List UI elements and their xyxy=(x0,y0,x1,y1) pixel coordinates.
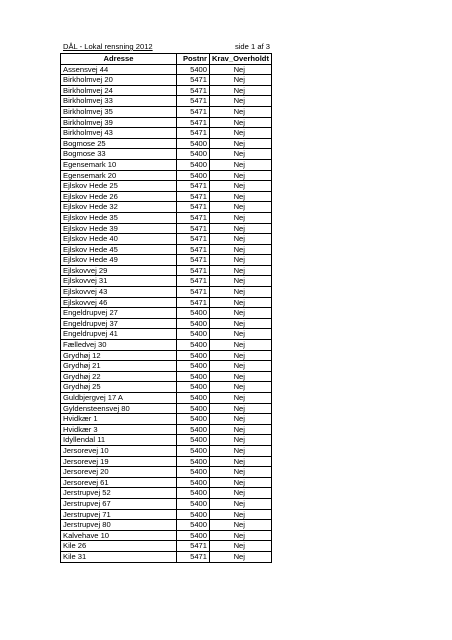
postnr-cell: 5471 xyxy=(177,244,210,255)
table-row xyxy=(61,244,272,255)
table-row xyxy=(61,170,272,181)
postnr-cell: 5471 xyxy=(177,212,210,223)
address-cell: Egensemark 20 xyxy=(61,170,177,181)
table-row xyxy=(61,530,272,541)
table-row xyxy=(61,551,272,562)
krav-overholdt-cell: Nej xyxy=(210,202,272,213)
table-row xyxy=(61,520,272,531)
address-cell: Ejlskov Hede 40 xyxy=(61,234,177,245)
table-row xyxy=(61,75,272,86)
column-header-adresse: Adresse xyxy=(61,54,177,65)
address-cell: Hvidkær 1 xyxy=(61,414,177,425)
postnr-cell: 5471 xyxy=(177,276,210,287)
table-row xyxy=(61,223,272,234)
krav-overholdt-cell: Nej xyxy=(210,75,272,86)
postnr-cell: 5400 xyxy=(177,456,210,467)
table-row xyxy=(61,318,272,329)
address-cell: Ejlskovvej 46 xyxy=(61,297,177,308)
table-row xyxy=(61,149,272,160)
address-cell: Guldbjergvej 17 A xyxy=(61,393,177,404)
postnr-cell: 5471 xyxy=(177,75,210,86)
postnr-cell: 5471 xyxy=(177,265,210,276)
table-row xyxy=(61,488,272,499)
krav-overholdt-cell: Nej xyxy=(210,149,272,160)
postnr-cell: 5400 xyxy=(177,520,210,531)
address-cell: Ejlskov Hede 49 xyxy=(61,255,177,266)
address-cell: Assensvej 44 xyxy=(61,64,177,75)
postnr-cell: 5471 xyxy=(177,541,210,552)
table-row xyxy=(61,138,272,149)
address-cell: Birkholmvej 35 xyxy=(61,106,177,117)
postnr-cell: 5471 xyxy=(177,297,210,308)
postnr-cell: 5400 xyxy=(177,403,210,414)
postnr-cell: 5400 xyxy=(177,361,210,372)
address-cell: Grydhøj 21 xyxy=(61,361,177,372)
krav-overholdt-cell: Nej xyxy=(210,117,272,128)
krav-overholdt-cell: Nej xyxy=(210,551,272,562)
postnr-cell: 5400 xyxy=(177,138,210,149)
postnr-cell: 5400 xyxy=(177,318,210,329)
krav-overholdt-cell: Nej xyxy=(210,340,272,351)
address-cell: Grydhøj 22 xyxy=(61,371,177,382)
postnr-cell: 5471 xyxy=(177,181,210,192)
address-cell: Ejlskov Hede 26 xyxy=(61,191,177,202)
table-row xyxy=(61,393,272,404)
postnr-cell: 5471 xyxy=(177,223,210,234)
table-row xyxy=(61,382,272,393)
krav-overholdt-cell: Nej xyxy=(210,212,272,223)
krav-overholdt-cell: Nej xyxy=(210,403,272,414)
address-cell: Ejlskov Hede 32 xyxy=(61,202,177,213)
postnr-cell: 5471 xyxy=(177,117,210,128)
address-cell: Ejlskov Hede 39 xyxy=(61,223,177,234)
column-header-krav-overholdt: Krav_Overholdt xyxy=(210,54,272,65)
address-cell: Gyldensteensvej 80 xyxy=(61,403,177,414)
address-cell: Jerstrupvej 52 xyxy=(61,488,177,499)
krav-overholdt-cell: Nej xyxy=(210,223,272,234)
table-row xyxy=(61,202,272,213)
postnr-cell: 5400 xyxy=(177,467,210,478)
postnr-cell: 5400 xyxy=(177,159,210,170)
postnr-cell: 5471 xyxy=(177,191,210,202)
address-cell: Idyllendal 11 xyxy=(61,435,177,446)
table-row xyxy=(61,467,272,478)
krav-overholdt-cell: Nej xyxy=(210,128,272,139)
krav-overholdt-cell: Nej xyxy=(210,329,272,340)
krav-overholdt-cell: Nej xyxy=(210,498,272,509)
table-row xyxy=(61,509,272,520)
page-number: side 1 af 3 xyxy=(234,42,270,51)
postnr-cell: 5471 xyxy=(177,85,210,96)
postnr-cell: 5471 xyxy=(177,234,210,245)
table-row xyxy=(61,234,272,245)
table-row xyxy=(61,541,272,552)
address-cell: Ejlskovvej 29 xyxy=(61,265,177,276)
table-body xyxy=(61,64,272,562)
krav-overholdt-cell: Nej xyxy=(210,414,272,425)
krav-overholdt-cell: Nej xyxy=(210,371,272,382)
table-row xyxy=(61,117,272,128)
address-cell: Birkholmvej 39 xyxy=(61,117,177,128)
address-cell: Ejlskov Hede 35 xyxy=(61,212,177,223)
address-cell: Birkholmvej 20 xyxy=(61,75,177,86)
page-header xyxy=(60,40,270,53)
krav-overholdt-cell: Nej xyxy=(210,445,272,456)
table-row xyxy=(61,361,272,372)
krav-overholdt-cell: Nej xyxy=(210,467,272,478)
table-row xyxy=(61,265,272,276)
postnr-cell: 5471 xyxy=(177,128,210,139)
krav-overholdt-cell: Nej xyxy=(210,361,272,372)
address-cell: Hvidkær 3 xyxy=(61,424,177,435)
postnr-cell: 5471 xyxy=(177,202,210,213)
table-row xyxy=(61,371,272,382)
address-cell: Engeldrupvej 41 xyxy=(61,329,177,340)
table-row xyxy=(61,350,272,361)
table-row xyxy=(61,340,272,351)
postnr-cell: 5471 xyxy=(177,106,210,117)
krav-overholdt-cell: Nej xyxy=(210,138,272,149)
address-cell: Grydhøj 25 xyxy=(61,382,177,393)
krav-overholdt-cell: Nej xyxy=(210,435,272,446)
krav-overholdt-cell: Nej xyxy=(210,541,272,552)
address-cell: Engeldrupvej 27 xyxy=(61,308,177,319)
address-cell: Jersorevej 10 xyxy=(61,445,177,456)
address-cell: Jersorevej 61 xyxy=(61,477,177,488)
address-cell: Fælledvej 30 xyxy=(61,340,177,351)
address-cell: Kile 31 xyxy=(61,551,177,562)
address-cell: Birkholmvej 33 xyxy=(61,96,177,107)
postnr-cell: 5400 xyxy=(177,414,210,425)
krav-overholdt-cell: Nej xyxy=(210,509,272,520)
krav-overholdt-cell: Nej xyxy=(210,318,272,329)
table-row xyxy=(61,414,272,425)
krav-overholdt-cell: Nej xyxy=(210,244,272,255)
krav-overholdt-cell: Nej xyxy=(210,64,272,75)
address-cell: Engeldrupvej 37 xyxy=(61,318,177,329)
address-cell: Ejlskovvej 43 xyxy=(61,287,177,298)
table-row xyxy=(61,445,272,456)
address-cell: Ejlskov Hede 25 xyxy=(61,181,177,192)
table-row xyxy=(61,329,272,340)
address-cell: Birkholmvej 24 xyxy=(61,85,177,96)
postnr-cell: 5400 xyxy=(177,435,210,446)
address-cell: Ejlskov Hede 45 xyxy=(61,244,177,255)
postnr-cell: 5400 xyxy=(177,382,210,393)
table-row xyxy=(61,106,272,117)
krav-overholdt-cell: Nej xyxy=(210,520,272,531)
address-cell: Jerstrupvej 80 xyxy=(61,520,177,531)
address-cell: Kalvehave 10 xyxy=(61,530,177,541)
postnr-cell: 5400 xyxy=(177,477,210,488)
table-row xyxy=(61,128,272,139)
postnr-cell: 5400 xyxy=(177,308,210,319)
table-row xyxy=(61,255,272,266)
krav-overholdt-cell: Nej xyxy=(210,488,272,499)
krav-overholdt-cell: Nej xyxy=(210,181,272,192)
table-row xyxy=(61,64,272,75)
postnr-cell: 5400 xyxy=(177,498,210,509)
krav-overholdt-cell: Nej xyxy=(210,170,272,181)
postnr-cell: 5400 xyxy=(177,424,210,435)
table-row xyxy=(61,403,272,414)
krav-overholdt-cell: Nej xyxy=(210,530,272,541)
table-row xyxy=(61,477,272,488)
postnr-cell: 5400 xyxy=(177,64,210,75)
postnr-cell: 5471 xyxy=(177,551,210,562)
table-row xyxy=(61,498,272,509)
krav-overholdt-cell: Nej xyxy=(210,308,272,319)
table-row xyxy=(61,181,272,192)
krav-overholdt-cell: Nej xyxy=(210,424,272,435)
krav-overholdt-cell: Nej xyxy=(210,234,272,245)
table-row xyxy=(61,276,272,287)
table-row xyxy=(61,96,272,107)
table-row xyxy=(61,424,272,435)
address-cell: Birkholmvej 43 xyxy=(61,128,177,139)
krav-overholdt-cell: Nej xyxy=(210,265,272,276)
address-cell: Jerstrupvej 71 xyxy=(61,509,177,520)
address-cell: Bogmose 33 xyxy=(61,149,177,160)
document-title: DÅL - Lokal rensning 2012 xyxy=(63,42,153,51)
krav-overholdt-cell: Nej xyxy=(210,191,272,202)
postnr-cell: 5471 xyxy=(177,287,210,298)
krav-overholdt-cell: Nej xyxy=(210,85,272,96)
postnr-cell: 5400 xyxy=(177,340,210,351)
krav-overholdt-cell: Nej xyxy=(210,106,272,117)
krav-overholdt-cell: Nej xyxy=(210,456,272,467)
address-cell: Jersorevej 19 xyxy=(61,456,177,467)
krav-overholdt-cell: Nej xyxy=(210,477,272,488)
krav-overholdt-cell: Nej xyxy=(210,297,272,308)
postnr-cell: 5400 xyxy=(177,445,210,456)
krav-overholdt-cell: Nej xyxy=(210,350,272,361)
table-row xyxy=(61,456,272,467)
table-header-row xyxy=(61,54,272,65)
postnr-cell: 5400 xyxy=(177,530,210,541)
krav-overholdt-cell: Nej xyxy=(210,287,272,298)
postnr-cell: 5471 xyxy=(177,255,210,266)
column-header-postnr: Postnr xyxy=(177,54,210,65)
table-row xyxy=(61,212,272,223)
krav-overholdt-cell: Nej xyxy=(210,255,272,266)
postnr-cell: 5400 xyxy=(177,350,210,361)
krav-overholdt-cell: Nej xyxy=(210,393,272,404)
table-row xyxy=(61,308,272,319)
postnr-cell: 5400 xyxy=(177,149,210,160)
table-row xyxy=(61,287,272,298)
address-cell: Bogmose 25 xyxy=(61,138,177,149)
address-table xyxy=(60,53,272,563)
postnr-cell: 5400 xyxy=(177,509,210,520)
table-row xyxy=(61,191,272,202)
postnr-cell: 5400 xyxy=(177,488,210,499)
address-cell: Ejlskovvej 31 xyxy=(61,276,177,287)
krav-overholdt-cell: Nej xyxy=(210,276,272,287)
table-row xyxy=(61,297,272,308)
address-cell: Jersorevej 20 xyxy=(61,467,177,478)
table-row xyxy=(61,435,272,446)
postnr-cell: 5471 xyxy=(177,96,210,107)
address-cell: Kile 26 xyxy=(61,541,177,552)
table-row xyxy=(61,85,272,96)
postnr-cell: 5400 xyxy=(177,170,210,181)
postnr-cell: 5400 xyxy=(177,329,210,340)
address-cell: Grydhøj 12 xyxy=(61,350,177,361)
address-cell: Jerstrupvej 67 xyxy=(61,498,177,509)
postnr-cell: 5400 xyxy=(177,393,210,404)
postnr-cell: 5400 xyxy=(177,371,210,382)
address-cell: Egensemark 10 xyxy=(61,159,177,170)
table-row xyxy=(61,159,272,170)
krav-overholdt-cell: Nej xyxy=(210,159,272,170)
krav-overholdt-cell: Nej xyxy=(210,96,272,107)
krav-overholdt-cell: Nej xyxy=(210,382,272,393)
